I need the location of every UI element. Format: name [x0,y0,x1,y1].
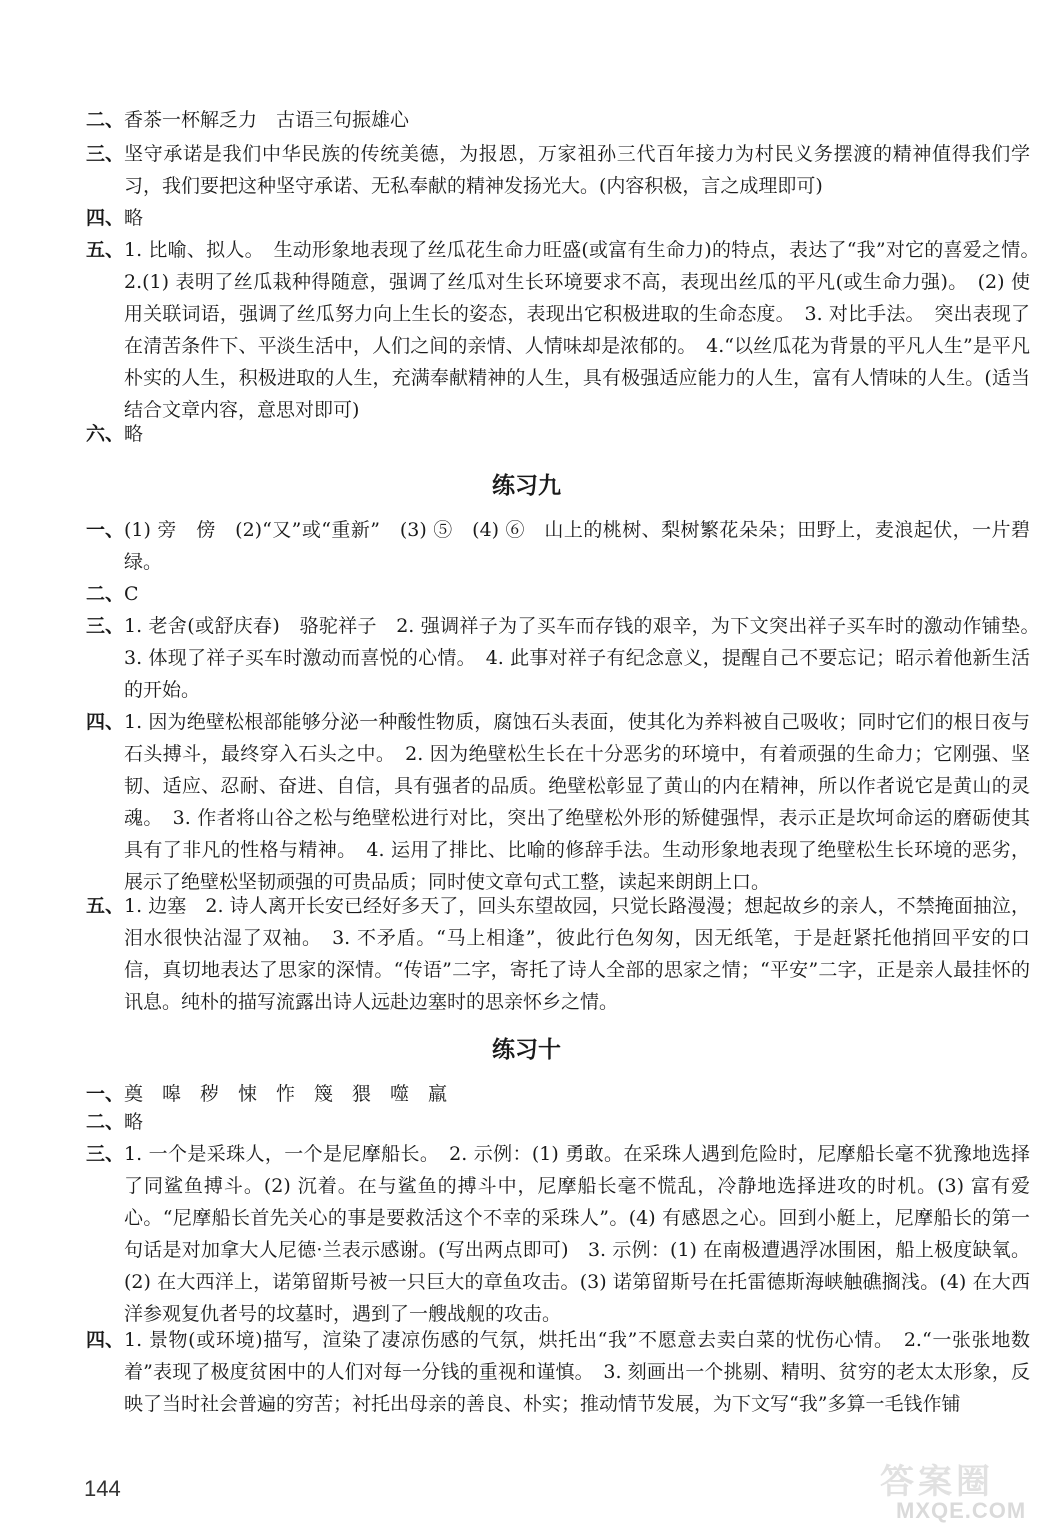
item-number: 五、 [86,239,125,261]
watermark-cn: 答案圈 [880,1462,994,1502]
page-number: 144 [84,1476,121,1501]
answer-item [86,890,1030,1018]
answer-item [86,578,1030,610]
item-number: 二、 [86,1111,125,1133]
item-text: 1. 比喻、拟人。 生动形象地表现了丝瓜花生命力旺盛(或富有生命力)的特点，表达了“我”对它的喜爱之情。 2.(1) 表明了丝瓜栽种得随意，强调了丝瓜对生长环境要求不高，表现出丝瓜的平凡(或生命力强)。 (2) 使用关联词语，强调了丝瓜努力向上生长的姿态，表现出它积极进取的生命态度。 3. 对比手法。 突出表现了在清苦条件下、平淡生活中，人们之间的亲情、人情味却是浓郁的。 4.“以丝瓜花为背景的平凡人生”是平凡朴实的人生，积极进取的人生，充满奉献精神的人生，具有极强适应能力的人生，富有人情味的人生。(适当结合文章内容，意思对即可) [124,239,1050,421]
item-number: 四、 [86,1329,125,1351]
item-text: 香茶一杯解乏力 古语三句振雄心 [124,109,410,131]
watermark-en: MXQE.COM [896,1498,1027,1523]
item-number: 六、 [86,423,125,445]
answer-item [86,104,1030,136]
item-number: 四、 [86,711,125,733]
answer-item [86,234,1050,426]
answer-item [86,1138,1030,1330]
item-text: 1. 景物(或环境)描写，渲染了凄凉伤感的气氛，烘托出“我”不愿意去卖白菜的忧伤心情。 2.“一张张地数着”表现了极度贫困中的人们对每一分钱的重视和谨慎。 3. 刻画出一个挑剔、精明、贫穷的老太太形象，反映了当时社会普遍的穷苦；衬托出母亲的善良、朴实；推动情节发展，为下文写“我”多算一毛钱作铺 [124,1329,1030,1415]
section-title: 练习十 [492,1037,561,1063]
item-text: 1. 老舍(或舒庆春) 骆驼祥子 2. 强调祥子为了买车而存钱的艰辛，为下文突出祥子买车时的激动作铺垫。 3. 体现了祥子买车时激动而喜悦的心情。 4. 此事对祥子有纪念意义，提醒自己不要忘记；昭示着他新生活的开始。 [124,615,1050,701]
item-text: 略 [124,1111,144,1133]
answer-item [86,1324,1030,1420]
answer-item [86,1106,1030,1138]
item-number: 五、 [86,895,125,917]
answer-item [86,418,1030,450]
answer-item [86,706,1030,898]
answer-item [86,202,1030,234]
answer-item [86,138,1030,202]
item-text: 略 [124,207,144,229]
answer-item [86,514,1030,578]
item-number: 三、 [86,1143,125,1165]
item-number: 三、 [86,143,125,165]
item-number: 二、 [86,109,125,131]
item-text: (1) 旁 傍 (2)“又”或“重新” (3) ⑤ (4) ⑥ 山上的桃树、梨树繁花朵朵；田野上，麦浪起伏，一片碧绿。 [124,519,1030,573]
item-text: 略 [124,423,144,445]
item-text: 奠 嗥 秽 悚 怍 篾 猥 噬 羸 [124,1083,448,1105]
item-number: 三、 [86,615,125,637]
item-number: 一、 [86,1083,125,1105]
item-text: 坚守承诺是我们中华民族的传统美德，为报恩，万家祖孙三代百年接力为村民义务摆渡的精神值得我们学习，我们要把这种坚守承诺、无私奉献的精神发扬光大。(内容积极，言之成理即可) [124,143,1030,197]
item-text: C [124,583,139,605]
item-number: 一、 [86,519,125,541]
item-number: 二、 [86,583,125,605]
answer-item [86,610,1050,706]
watermark-logo [866,1452,1036,1530]
item-text: 1. 边塞 2. 诗人离开长安已经好多天了，回头东望故园，只觉长路漫漫；想起故乡的亲人，不禁掩面抽泣，泪水很快沾湿了双袖。 3. 不矛盾。“马上相逢”，彼此行色匆匆，因无纸笔，于是赶紧托他捎回平安的口信，真切地表达了思家的深情。“传语”二字，寄托了诗人全部的思家之情；“平安”二字，正是亲人最挂怀的讯息。纯朴的描写流露出诗人远赴边塞时的思亲怀乡之情。 [124,895,1030,1013]
item-number: 四、 [86,207,125,229]
item-text: 1. 因为绝壁松根部能够分泌一种酸性物质，腐蚀石头表面，使其化为养料被自己吸收；同时它们的根日夜与石头搏斗，最终穿入石头之中。 2. 因为绝壁松生长在十分恶劣的环境中，有着顽强的生命力；它刚强、坚韧、适应、忍耐、奋进、自信，具有强者的品质。绝壁松彰显了黄山的内在精神，所以作者说它是黄山的灵魂。 3. 作者将山谷之松与绝壁松进行对比，突出了绝壁松外形的矫健强悍，表示正是坎坷命运的磨砺使其具有了非凡的性格与精神。 4. 运用了排比、比喻的修辞手法。生动形象地表现了绝壁松生长环境的恶劣，展示了绝壁松坚韧顽强的可贵品质；同时使文章句式工整，读起来朗朗上口。 [124,711,1030,893]
item-text: 1. 一个是采珠人，一个是尼摩船长。 2. 示例：(1) 勇敢。在采珠人遇到危险时，尼摩船长毫不犹豫地选择了同鲨鱼搏斗。(2) 沉着。在与鲨鱼的搏斗中，尼摩船长毫不慌乱，冷静地选择进攻的时机。(3) 富有爱心。“尼摩船长首先关心的事是要救活这个不幸的采珠人”。(4) 有感恩之心。回到小艇上，尼摩船长的第一句话是对加拿大人尼德·兰表示感谢。(写出两点即可) 3. 示例：(1) 在南极遭遇浮冰围困，船上极度缺氧。(2) 在大西洋上，诺第留斯号被一只巨大的章鱼攻击。(3) 诺第留斯号在托雷德斯海峡触礁搁浅。(4) 在大西洋参观复仇者号的坟墓时，遇到了一艘战舰的攻击。 [124,1143,1030,1325]
section-title: 练习九 [492,473,561,499]
